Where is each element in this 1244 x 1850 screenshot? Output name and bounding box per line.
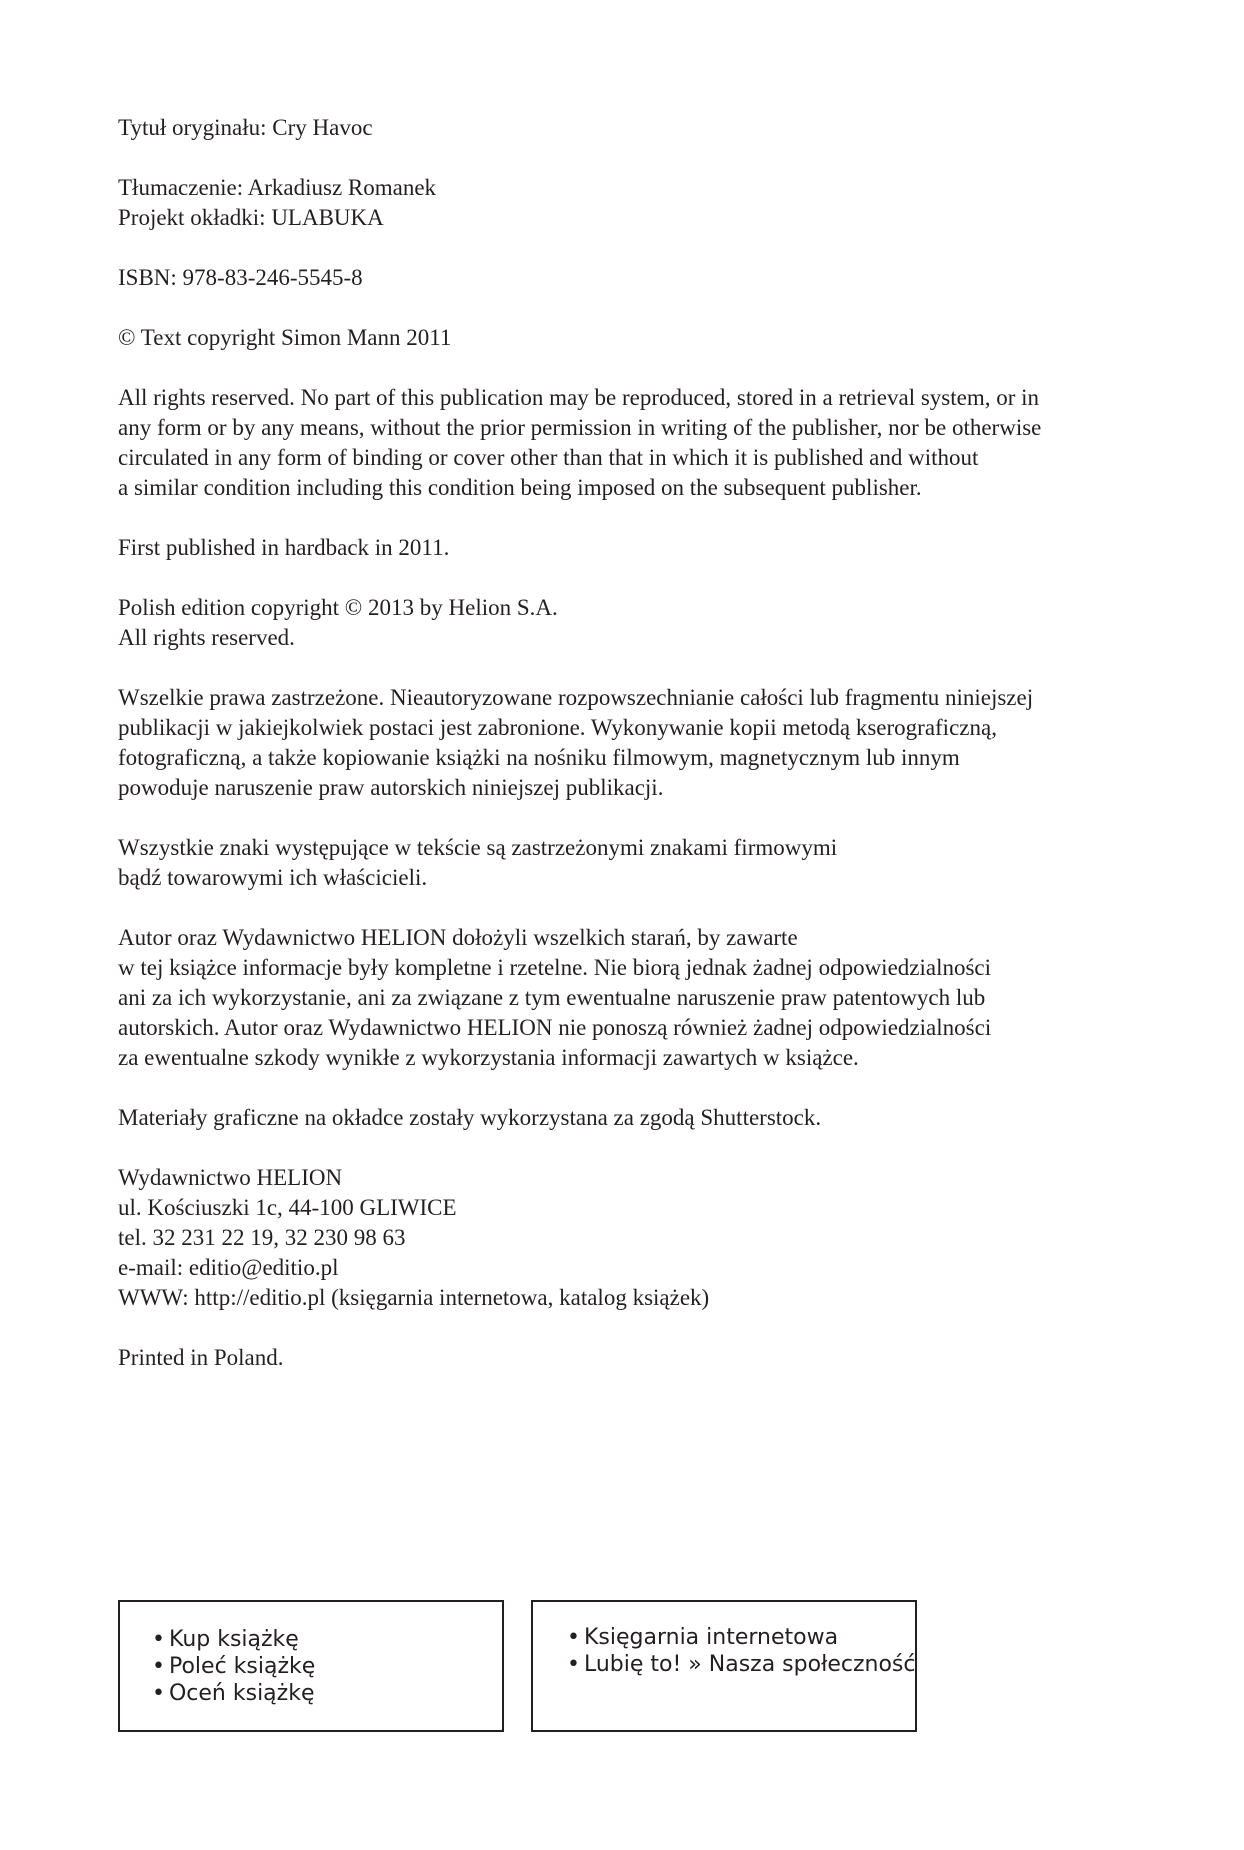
paragraph-polish-edition [118,593,1158,653]
purchase-links-box [118,1600,504,1732]
link-label: Lubię to! » Nasza społeczność [583,1652,916,1677]
text-line: circulated in any form of binding or cover other than that in which it is published and without [118,445,979,470]
text-line: Projekt okładki: ULABUKA [118,205,384,230]
text-line: autorskich. Autor oraz Wydawnictwo HELION nie ponoszą również żadnej odpowiedzialności [118,1015,992,1040]
paragraph-original-title [118,113,1158,143]
colophon-text [118,113,1158,1403]
text-line: WWW: http://editio.pl (księgarnia internetowa, katalog książek) [118,1285,710,1310]
text-line: fotograficzną, a także kopiowanie książki na nośniku filmowym, magnetycznym lub innym [118,745,960,770]
bullet-icon: • [567,1652,580,1677]
text-line: bądź towarowymi ich właścicieli. [118,865,428,890]
rate-book-link[interactable] [152,1680,502,1707]
text-line: ISBN: 978-83-246-5545-8 [118,265,363,290]
paragraph-copyright [118,323,1158,353]
community-links-box [531,1600,917,1732]
text-line: All rights reserved. [118,625,295,650]
online-bookstore-link[interactable] [567,1624,915,1651]
text-line: any form or by any means, without the prior permission in writing of the publisher, nor be otherwise [118,415,1042,440]
paragraph-publisher-address [118,1163,1158,1313]
bullet-icon: • [567,1625,580,1650]
text-line: powoduje naruszenie praw autorskich niniejszej publikacji. [118,775,664,800]
bullet-icon: • [152,1627,165,1652]
text-line: Materiały graficzne na okładce zostały wykorzystana za zgodą Shutterstock. [118,1105,822,1130]
link-label: Księgarnia internetowa [583,1625,839,1650]
text-line: ani za ich wykorzystanie, ani za związane z tym ewentualne naruszenie praw patentowych lub [118,985,986,1010]
text-line: Wszelkie prawa zastrzeżone. Nieautoryzowane rozpowszechnianie całości lub fragmentu niniejszej [118,685,1034,710]
paragraph-graphics [118,1103,1158,1133]
text-line: Wydawnictwo HELION [118,1165,343,1190]
text-line: ul. Kościuszki 1c, 44-100 GLIWICE [118,1195,457,1220]
paragraph-isbn [118,263,1158,293]
paragraph-rights-en [118,383,1158,503]
paragraph-printed [118,1343,1158,1373]
paragraph-rights-pl [118,683,1158,803]
text-line: za ewentualne szkody wynikłe z wykorzystania informacji zawartych w książce. [118,1045,859,1070]
text-line: © Text copyright Simon Mann 2011 [118,325,452,350]
text-line: a similar condition including this condition being imposed on the subsequent publisher. [118,475,922,500]
text-line: First published in hardback in 2011. [118,535,450,560]
text-line: Autor oraz Wydawnictwo HELION dołożyli wszelkich starań, by zawarte [118,925,798,950]
text-line: Tytuł oryginału: Cry Havoc [118,115,373,140]
text-line: publikacji w jakiejkolwiek postaci jest zabronione. Wykonywanie kopii metodą kserograficzną, [118,715,997,740]
bullet-icon: • [152,1681,165,1706]
paragraph-credits [118,173,1158,233]
paragraph-trademarks [118,833,1158,893]
text-line: Wszystkie znaki występujące w tekście są zastrzeżonymi znakami firmowymi [118,835,838,860]
text-line: Tłumaczenie: Arkadiusz Romanek [118,175,437,200]
paragraph-disclaimer [118,923,1158,1073]
link-label: Poleć książkę [168,1654,316,1679]
buy-book-link[interactable] [152,1626,502,1653]
text-line: w tej książce informacje były kompletne i rzetelne. Nie biorą jednak żadnej odpowiedzialności [118,955,992,980]
text-line: e-mail: editio@editio.pl [118,1255,339,1280]
text-line: Polish edition copyright © 2013 by Helion S.A. [118,595,558,620]
paragraph-first-published [118,533,1158,563]
recommend-book-link[interactable] [152,1653,502,1680]
link-label: Oceń książkę [168,1681,315,1706]
link-label: Kup książkę [168,1627,299,1652]
community-link[interactable] [567,1651,915,1678]
text-line: Printed in Poland. [118,1345,284,1370]
text-line: tel. 32 231 22 19, 32 230 98 63 [118,1225,406,1250]
text-line: All rights reserved. No part of this publication may be reproduced, stored in a retrieval system, or in [118,385,1040,410]
bullet-icon: • [152,1654,165,1679]
